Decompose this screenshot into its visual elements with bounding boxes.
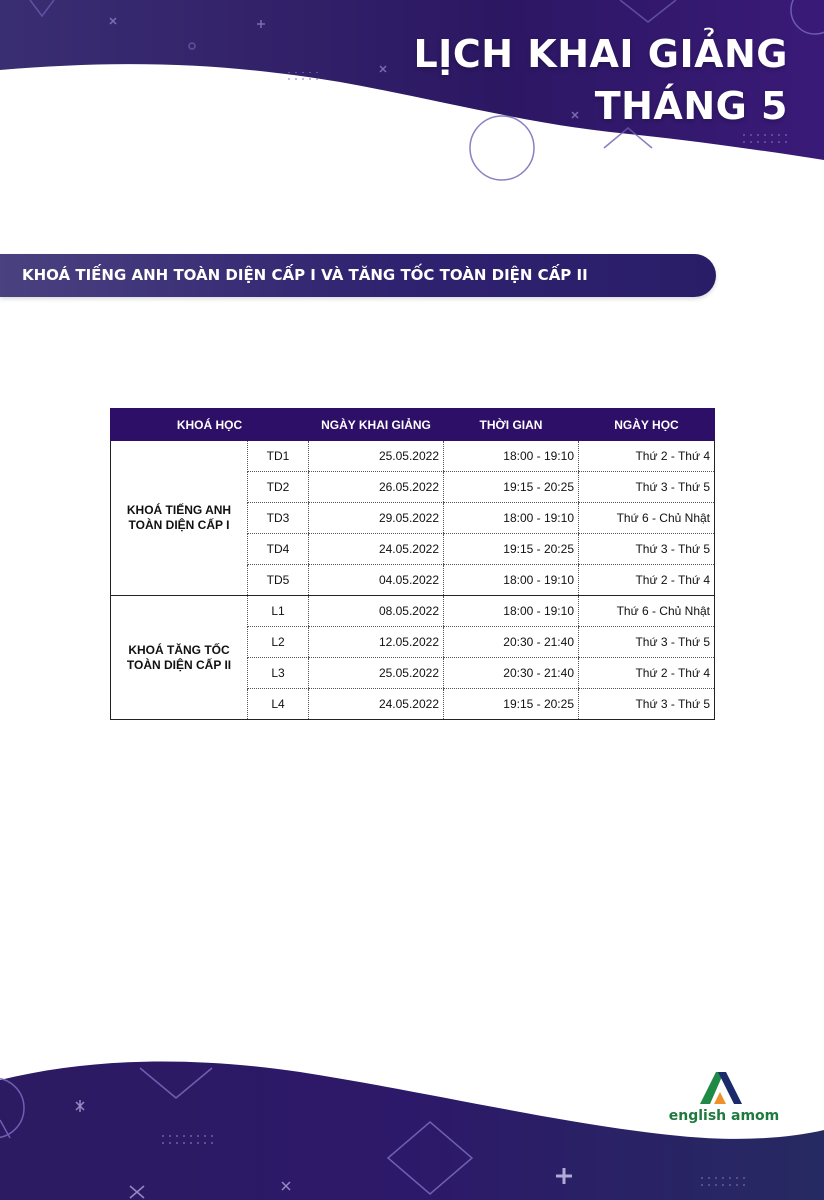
class-days: Thứ 3 - Thứ 5 — [579, 472, 715, 503]
section-banner-label: KHOÁ TIẾNG ANH TOÀN DIỆN CẤP I VÀ TĂNG TỐC TOÀN DIỆN CẤP II — [22, 266, 588, 284]
start-date: 24.05.2022 — [309, 534, 444, 565]
page-title — [413, 28, 788, 132]
class-time: 18:00 - 19:10 — [444, 441, 579, 472]
course-name: KHOÁ TIẾNG ANH TOÀN DIỆN CẤP I — [111, 441, 248, 596]
class-time: 19:15 - 20:25 — [444, 689, 579, 720]
class-days: Thứ 3 - Thứ 5 — [579, 627, 715, 658]
schedule-table — [110, 408, 715, 720]
start-date: 04.05.2022 — [309, 565, 444, 596]
course-name: KHOÁ TĂNG TỐC TOÀN DIỆN CẤP II — [111, 596, 248, 720]
class-days: Thứ 2 - Thứ 4 — [579, 565, 715, 596]
class-time: 18:00 - 19:10 — [444, 503, 579, 534]
header-course: KHOÁ HỌC — [111, 409, 309, 441]
class-code: L2 — [248, 627, 309, 658]
class-days: Thứ 2 - Thứ 4 — [579, 441, 715, 472]
title-line-1: LỊCH KHAI GIẢNG — [413, 32, 788, 76]
table-row — [111, 441, 715, 472]
class-code: TD3 — [248, 503, 309, 534]
class-time: 18:00 - 19:10 — [444, 596, 579, 627]
header-time: THỜI GIAN — [444, 409, 579, 441]
class-code: TD5 — [248, 565, 309, 596]
start-date: 25.05.2022 — [309, 658, 444, 689]
class-time: 20:30 - 21:40 — [444, 627, 579, 658]
class-time: 18:00 - 19:10 — [444, 565, 579, 596]
class-time: 19:15 - 20:25 — [444, 472, 579, 503]
brand-logo — [664, 1068, 784, 1128]
class-code: TD1 — [248, 441, 309, 472]
title-line-2: THÁNG 5 — [594, 84, 788, 128]
start-date: 29.05.2022 — [309, 503, 444, 534]
start-date: 12.05.2022 — [309, 627, 444, 658]
class-days: Thứ 3 - Thứ 5 — [579, 689, 715, 720]
class-code: L1 — [248, 596, 309, 627]
class-code: L4 — [248, 689, 309, 720]
section-banner — [0, 254, 716, 297]
header-start-date: NGÀY KHAI GIẢNG — [309, 409, 444, 441]
class-code: L3 — [248, 658, 309, 689]
start-date: 08.05.2022 — [309, 596, 444, 627]
class-days: Thứ 6 - Chủ Nhật — [579, 503, 715, 534]
header-days: NGÀY HỌC — [579, 409, 715, 441]
table-header-row — [111, 409, 715, 441]
class-days: Thứ 3 - Thứ 5 — [579, 534, 715, 565]
class-days: Thứ 2 - Thứ 4 — [579, 658, 715, 689]
table-row — [111, 596, 715, 627]
class-time: 19:15 - 20:25 — [444, 534, 579, 565]
start-date: 24.05.2022 — [309, 689, 444, 720]
class-code: TD2 — [248, 472, 309, 503]
class-days: Thứ 6 - Chủ Nhật — [579, 596, 715, 627]
amom-logo-icon — [696, 1068, 748, 1106]
start-date: 26.05.2022 — [309, 472, 444, 503]
class-time: 20:30 - 21:40 — [444, 658, 579, 689]
start-date: 25.05.2022 — [309, 441, 444, 472]
brand-name: english amom — [668, 1108, 780, 1124]
class-code: TD4 — [248, 534, 309, 565]
